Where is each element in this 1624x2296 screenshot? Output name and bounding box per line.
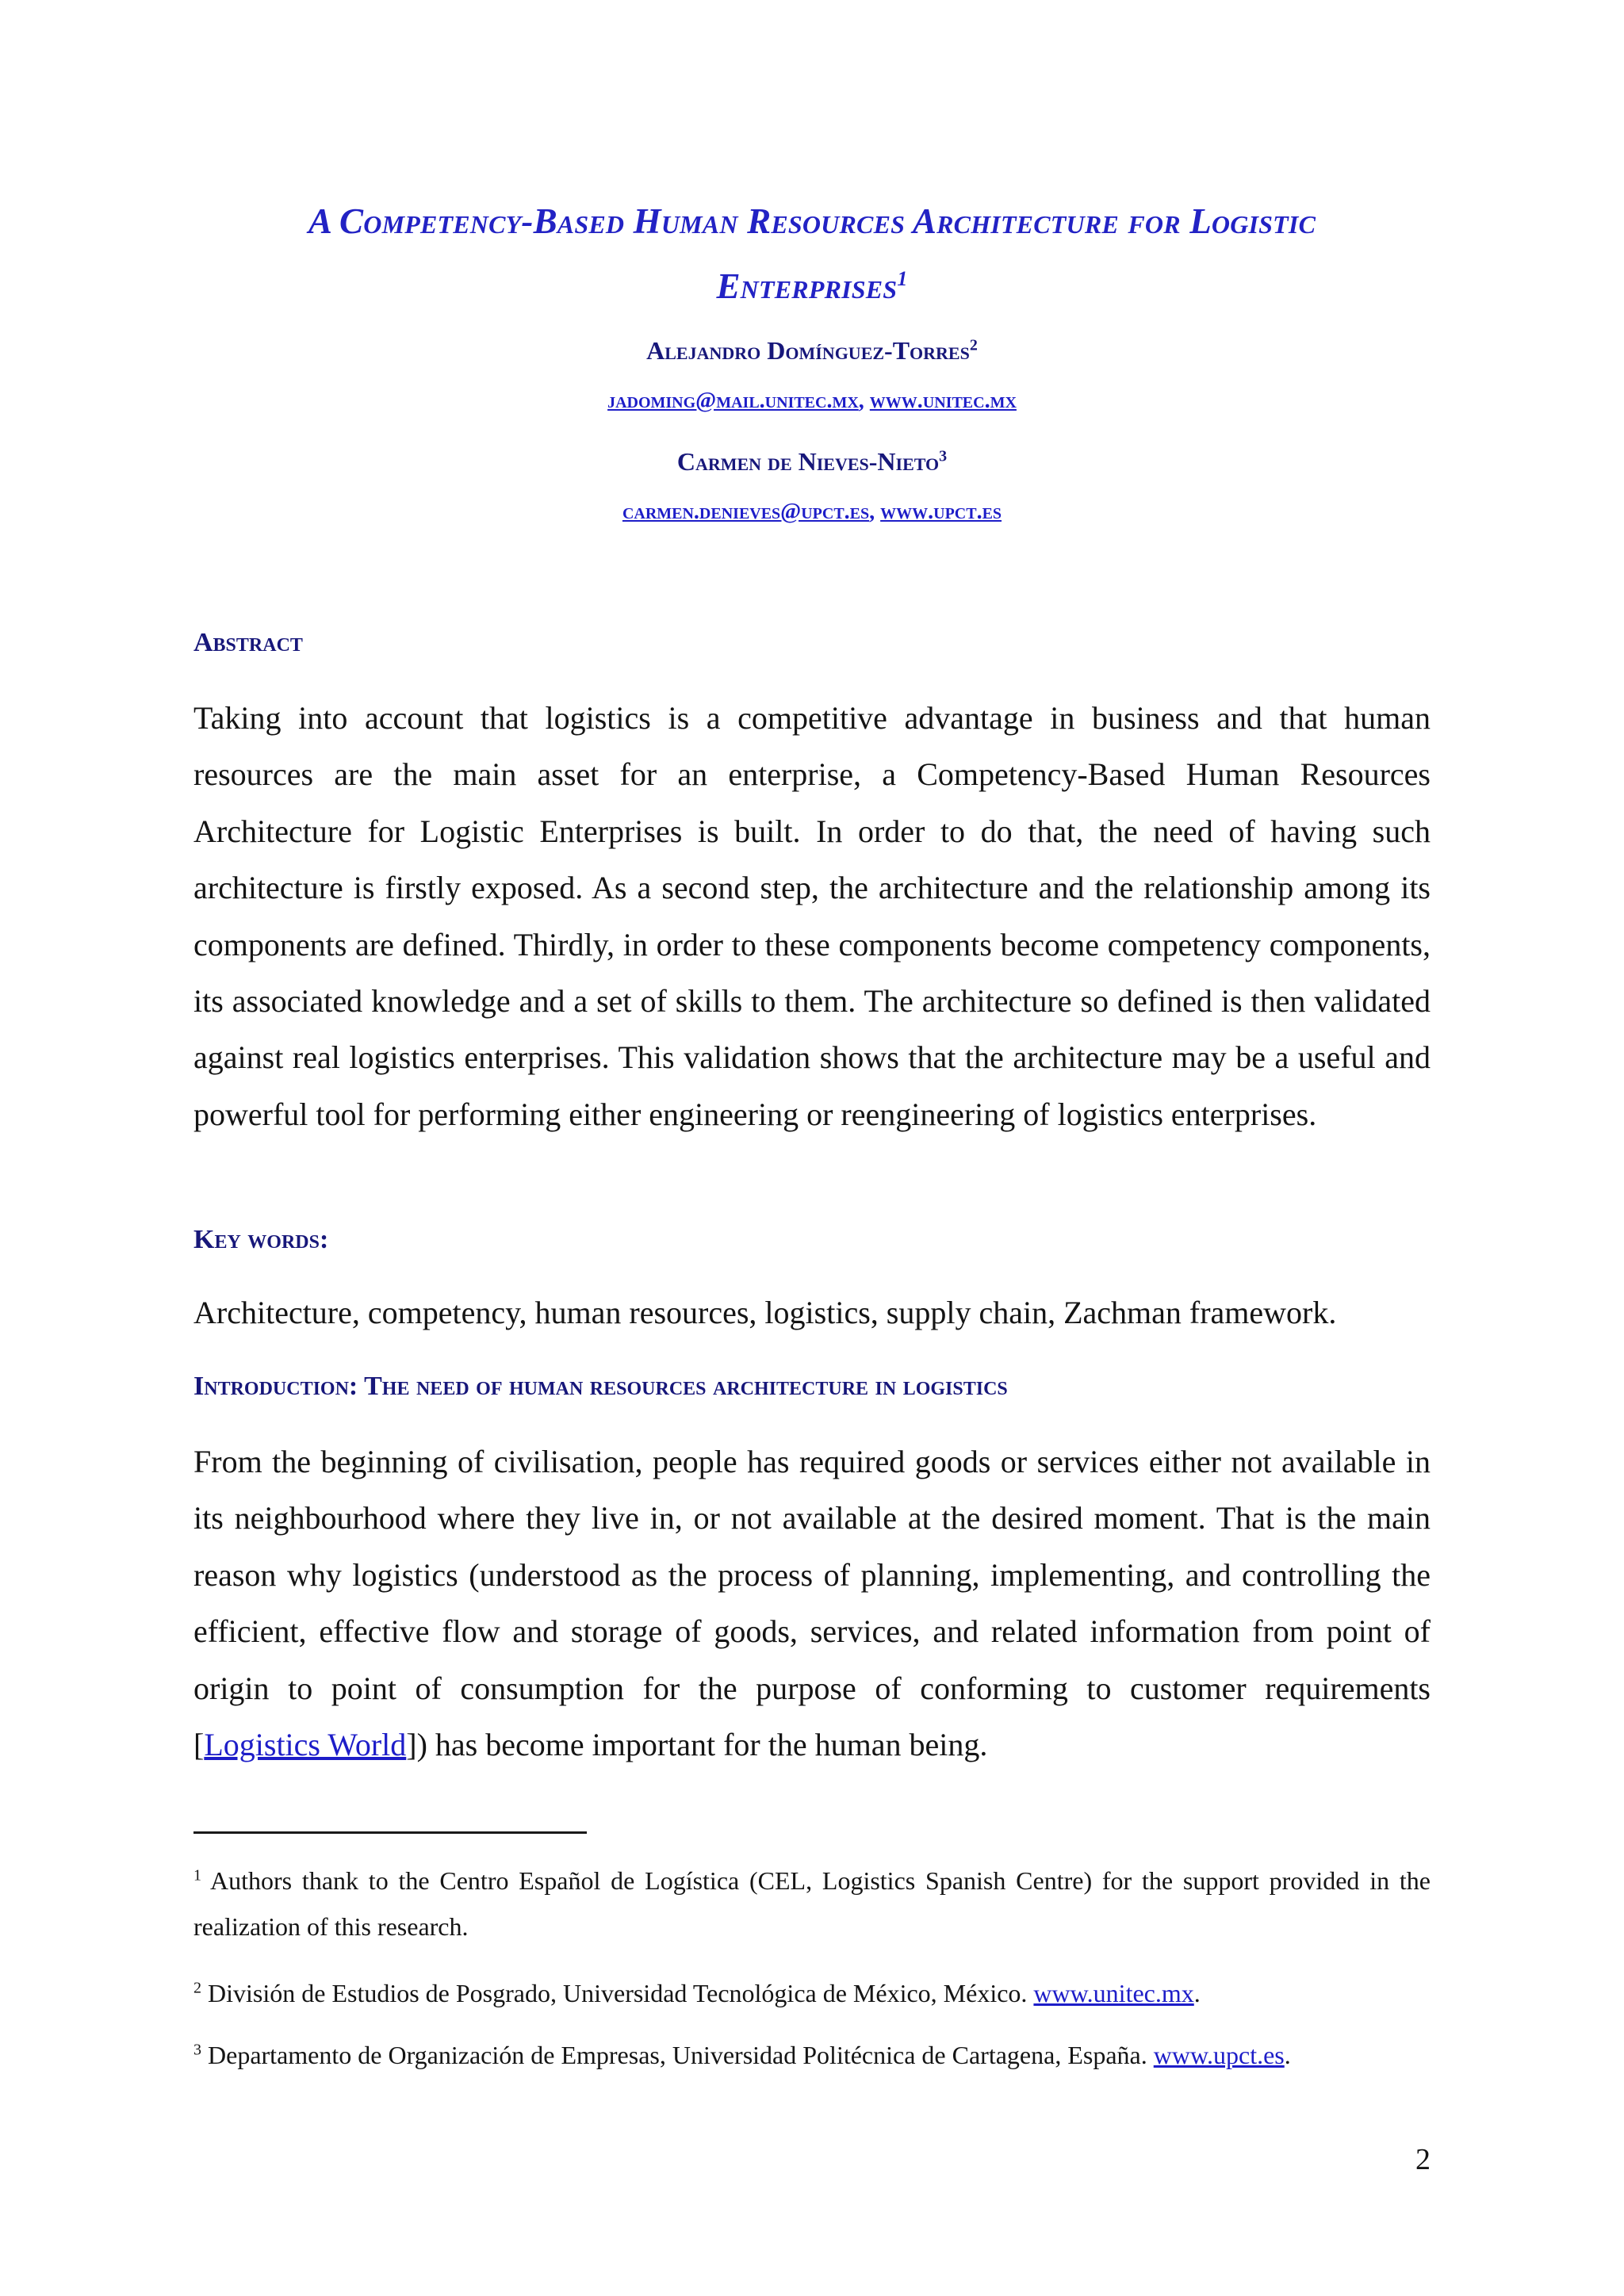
introduction-heading: Introduction: The need of human resources architecture in logistics xyxy=(193,1372,1008,1401)
keywords-heading: Key words: xyxy=(193,1225,329,1254)
title-footnote-marker[interactable]: 1 xyxy=(897,267,908,290)
author-1-website-link[interactable]: www.unitec.mx xyxy=(869,388,1017,413)
page-number: 2 xyxy=(1415,2143,1431,2176)
author-2-name: Carmen de Nieves-Nieto xyxy=(676,447,940,476)
author-2-footnote-marker[interactable]: 3 xyxy=(939,447,948,465)
footnote-2-text: División de Estudios de Posgrado, Universidad Tecnológica de México, México. xyxy=(201,1979,1034,2007)
footnote-1-marker: 1 xyxy=(193,1866,201,1885)
abstract-heading: Abstract xyxy=(193,628,303,657)
paper-title xyxy=(193,189,1431,319)
footnote-3-text: Departamento de Organización de Empresas, Universidad Politécnica de Cartagena, España. xyxy=(201,2041,1154,2069)
author-1-contact xyxy=(193,388,1431,414)
footnote-1 xyxy=(193,1858,1431,1950)
footnote-separator-rule xyxy=(193,1831,587,1834)
author-1-name: Alejandro Domínguez-Torres xyxy=(646,336,970,365)
footnote-2 xyxy=(193,1970,1431,2016)
contact-2-separator: , xyxy=(869,499,875,524)
abstract-text: Taking into account that logistics is a competitive advantage in business and that human resources are the main asset for an enterprise, a Competency-Based Human Resources Architecture for Logistic Enterprises is built. In order to do that, the need of having such architecture is firstly exposed. As a second step, the architecture and the relationship among its components are defined. Thirdly, in order to these components become competency components, its associated knowledge and a set of skills to them. The architecture so defined is then validated against real logistics enterprises. This validation shows that the architecture may be a useful and powerful tool for performing either engineering or reengineering of logistics enterprises. xyxy=(193,700,1431,1132)
keywords-text: Architecture, competency, human resources, logistics, supply chain, Zachman framework. xyxy=(193,1295,1337,1330)
author-1-email-link[interactable]: jadoming@mail.unitec.mx xyxy=(607,388,859,413)
title-line-2 xyxy=(193,254,1431,319)
author-2-website-link[interactable]: www.upct.es xyxy=(880,499,1002,524)
author-2 xyxy=(193,447,1431,476)
footnote-3-trailing: . xyxy=(1284,2041,1291,2069)
author-2-contact xyxy=(193,499,1431,525)
footnote-3 xyxy=(193,2032,1431,2078)
footnote-3-marker: 3 xyxy=(193,2041,201,2059)
footnote-2-marker: 2 xyxy=(193,1979,201,1997)
footnote-1-text: Authors thank to the Centro Español de Logística (CEL, Logistics Spanish Centre) for the support provided in the realization of this research. xyxy=(193,1866,1431,1941)
author-1-footnote-marker[interactable]: 2 xyxy=(969,336,978,354)
title-line-1: A Competency-Based Human Resources Architecture for Logistic xyxy=(308,201,1316,241)
introduction-text xyxy=(193,1433,1431,1773)
introduction-text-part-1: From the beginning of civilisation, people has required goods or services either not available in its neighbourhood where they live in, or not available at the desired moment. That is the main reason why logistics (understood as the process of planning, implementing, and controlling the efficient, effective flow and storage of goods, services, and related information from point of origin to point of consumption for the purpose of conforming to customer requirements [ xyxy=(193,1444,1431,1763)
footnote-2-trailing: . xyxy=(1193,1979,1201,2007)
footnote-2-link[interactable]: www.unitec.mx xyxy=(1033,1979,1194,2007)
title-line-2-text: Enterprises xyxy=(716,266,898,306)
author-1 xyxy=(193,336,1431,365)
footnote-3-link[interactable]: www.upct.es xyxy=(1153,2041,1285,2069)
author-2-email-link[interactable]: carmen.denieves@upct.es xyxy=(622,499,870,524)
contact-1-separator: , xyxy=(858,388,864,413)
logistics-world-link[interactable]: Logistics World xyxy=(204,1727,407,1763)
introduction-text-part-2: ]) has become important for the human being. xyxy=(406,1727,988,1763)
